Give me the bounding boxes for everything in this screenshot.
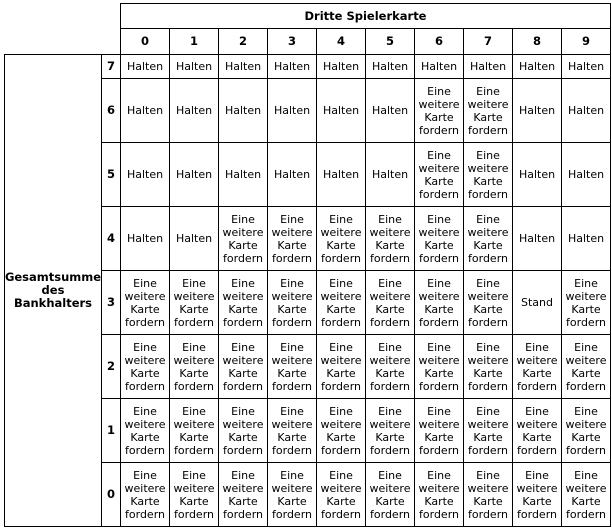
row-header-5 [102,143,120,206]
table-cell-text: Halten [224,168,262,181]
table-cell-text: Eine weitere Karte fordern [418,340,460,393]
column-header-8 [513,29,561,54]
table-cell-text: Eine weitere Karte fordern [369,404,411,457]
table-cell-text: Eine weitere Karte fordern [467,468,509,521]
row-header-6 [102,79,120,142]
row-group-header-lines [5,271,101,310]
table-cell-text: Halten [224,104,262,117]
table-cell-text: Halten [126,232,164,245]
column-header-9 [562,29,610,54]
row-header-2-text: 2 [106,359,115,373]
column-header-7 [464,29,512,54]
table-cell [415,207,463,270]
table-cell [415,79,463,142]
table-cell [317,399,365,462]
table-cell [121,143,169,206]
table-cell [170,207,218,270]
row-group-header-line: des [41,283,65,297]
table-cell [121,463,169,526]
table-cell-text: Stand [521,296,553,309]
table-cell [170,335,218,398]
table-cell-text: Eine weitere Karte fordern [173,404,215,457]
table-cell-text: Halten [371,104,409,117]
row-header-1-text: 1 [106,423,115,437]
table-cell [219,55,267,78]
table-cell [464,207,512,270]
table-cell-text: Halten [126,60,164,73]
column-group-header [121,4,610,28]
row-header-5-text: 5 [106,167,115,181]
table-cell [366,463,414,526]
table-cell [562,79,610,142]
table-cell [415,335,463,398]
table-cell-text: Eine weitere Karte fordern [516,468,558,521]
table-cell-text: Eine weitere Karte fordern [516,340,558,393]
table-cell-text: Eine weitere Karte fordern [222,340,264,393]
table-cell-text: Eine weitere Karte fordern [124,340,166,393]
column-header-0-text: 0 [140,34,149,48]
table-cell [268,55,316,78]
table-cell [268,335,316,398]
row-header-0 [102,463,120,526]
table-cell [317,207,365,270]
table-cell [219,335,267,398]
table-cell [464,463,512,526]
table-cell [121,79,169,142]
column-header-5 [366,29,414,54]
table-cell [170,399,218,462]
table-cell [513,463,561,526]
table-cell [121,335,169,398]
table-cell [464,399,512,462]
table-cell [562,463,610,526]
table-cell-text: Eine weitere Karte fordern [565,468,607,521]
table-cell [268,399,316,462]
table-cell [366,143,414,206]
table-cell-text: Eine weitere Karte fordern [271,212,313,265]
table-cell [415,271,463,334]
column-header-1 [170,29,218,54]
table-cell-text: Eine weitere Karte fordern [271,340,313,393]
table-cell-text: Eine weitere Karte fordern [369,276,411,329]
table-cell [317,335,365,398]
table-cell-text: Eine weitere Karte fordern [271,404,313,457]
table-cell [464,143,512,206]
table-cell-text: Eine weitere Karte fordern [418,148,460,201]
table-cell-text: Halten [224,60,262,73]
table-cell [415,463,463,526]
table-cell-text: Halten [126,168,164,181]
table-cell-text: Halten [567,232,605,245]
table-cell [513,271,561,334]
table-cell [464,271,512,334]
row-header-2 [102,335,120,398]
table-cell-text: Halten [518,232,556,245]
column-header-8-text: 8 [532,34,541,48]
table-cell-text: Halten [420,60,458,73]
table-cell-text: Eine weitere Karte fordern [222,212,264,265]
table-cell [268,79,316,142]
table-cell-text: Eine weitere Karte fordern [173,340,215,393]
table-cell-text: Eine weitere Karte fordern [418,84,460,137]
row-group-header-line: Bankhalters [13,296,93,310]
table-cell-text: Halten [175,168,213,181]
row-header-7-text: 7 [106,59,115,73]
table-cell [366,271,414,334]
column-header-1-text: 1 [189,34,198,48]
table-cell [317,55,365,78]
table-cell-text: Eine weitere Karte fordern [124,404,166,457]
column-header-3 [268,29,316,54]
column-header-4 [317,29,365,54]
table-cell [170,463,218,526]
table-cell [562,55,610,78]
table-cell-text: Eine weitere Karte fordern [467,84,509,137]
table-cell [562,207,610,270]
table-cell-text: Halten [518,104,556,117]
table-cell [513,143,561,206]
table-cell-text: Eine weitere Karte fordern [173,468,215,521]
table-cell-text: Halten [371,168,409,181]
column-header-2-text: 2 [238,34,247,48]
table-cell-text: Eine weitere Karte fordern [467,148,509,201]
column-header-4-text: 4 [336,34,345,48]
column-header-9-text: 9 [581,34,590,48]
row-header-3-text: 3 [106,295,115,309]
table-cell [170,143,218,206]
table-cell [366,335,414,398]
table-cell-text: Eine weitere Karte fordern [369,468,411,521]
table-cell-text: Halten [273,168,311,181]
table-cell [366,55,414,78]
table-cell-text: Eine weitere Karte fordern [369,212,411,265]
table-cell [464,79,512,142]
table-cell-text: Eine weitere Karte fordern [320,468,362,521]
table-cell-text: Eine weitere Karte fordern [418,468,460,521]
table-cell [121,271,169,334]
table-cell [121,207,169,270]
table-cell-text: Halten [518,60,556,73]
table-cell-text: Eine weitere Karte fordern [222,468,264,521]
column-header-3-text: 3 [287,34,296,48]
table-cell-text: Eine weitere Karte fordern [320,276,362,329]
table-cell [170,79,218,142]
row-header-3 [102,271,120,334]
row-group-header [5,55,101,526]
table-cell [317,463,365,526]
table-cell [121,55,169,78]
table-cell [268,207,316,270]
table-cell-text: Eine weitere Karte fordern [124,468,166,521]
table-cell-text: Eine weitere Karte fordern [320,404,362,457]
row-header-7 [102,55,120,78]
table-cell [562,143,610,206]
table-cell-text: Eine weitere Karte fordern [124,276,166,329]
table-cell-text: Eine weitere Karte fordern [565,276,607,329]
column-header-0 [121,29,169,54]
table-cell [513,399,561,462]
table-cell-text: Eine weitere Karte fordern [271,468,313,521]
table-cell [219,463,267,526]
table-cell [317,79,365,142]
table-cell-text: Halten [322,168,360,181]
table-cell-text: Halten [175,104,213,117]
table-cell [366,399,414,462]
table-cell-text: Halten [322,104,360,117]
column-header-6-text: 6 [434,34,443,48]
row-header-1 [102,399,120,462]
column-header-5-text: 5 [385,34,394,48]
table-cell [170,55,218,78]
table-cell [219,207,267,270]
table-cell-text: Halten [273,104,311,117]
table-cell [268,143,316,206]
table-cell [513,79,561,142]
table-cell-text: Halten [469,60,507,73]
table-cell [513,55,561,78]
column-header-7-text: 7 [483,34,492,48]
table-cell [317,271,365,334]
table-cell [513,335,561,398]
table-cell [464,335,512,398]
table-cell-text: Eine weitere Karte fordern [173,276,215,329]
row-header-0-text: 0 [106,487,115,501]
table-cell [562,399,610,462]
table-cell [415,143,463,206]
table-cell-text: Halten [273,60,311,73]
table-cell-text: Eine weitere Karte fordern [565,404,607,457]
table-cell-text: Eine weitere Karte fordern [418,276,460,329]
table-cell-text: Eine weitere Karte fordern [565,340,607,393]
table-cell [268,271,316,334]
row-group-header-line: Gesamtsumme [4,270,102,284]
column-header-6 [415,29,463,54]
table-cell-text: Eine weitere Karte fordern [271,276,313,329]
table-cell-text: Eine weitere Karte fordern [467,276,509,329]
row-header-6-text: 6 [106,103,115,117]
table-cell [170,271,218,334]
table-cell [415,399,463,462]
table-cell [513,207,561,270]
table-cell-text: Eine weitere Karte fordern [222,276,264,329]
row-header-4 [102,207,120,270]
table-cell-text: Halten [322,60,360,73]
table-cell-text: Eine weitere Karte fordern [369,340,411,393]
table-cell-text: Eine weitere Karte fordern [467,340,509,393]
table-cell-text: Halten [175,232,213,245]
table-cell-text: Halten [567,168,605,181]
grid-line [4,526,611,527]
table-cell-text: Halten [371,60,409,73]
table-cell [219,271,267,334]
table-cell-text: Halten [567,104,605,117]
table-cell-text: Eine weitere Karte fordern [467,404,509,457]
table-cell-text: Halten [518,168,556,181]
table-cell-text: Eine weitere Karte fordern [467,212,509,265]
table-cell [317,143,365,206]
table-cell-text: Halten [175,60,213,73]
table-cell [268,463,316,526]
table-cell [562,271,610,334]
column-header-2 [219,29,267,54]
table-cell-text: Halten [126,104,164,117]
table-cell-text: Eine weitere Karte fordern [516,404,558,457]
table-cell-text: Eine weitere Karte fordern [222,404,264,457]
table-cell-text: Eine weitere Karte fordern [418,404,460,457]
table-cell-text: Halten [567,60,605,73]
table-cell-text: Eine weitere Karte fordern [320,340,362,393]
table-cell [366,79,414,142]
table-cell [464,55,512,78]
table-cell [121,399,169,462]
table-cell [219,143,267,206]
table-cell [366,207,414,270]
table-cell [219,79,267,142]
table-cell [415,55,463,78]
table-cell [562,335,610,398]
column-group-header-text: Dritte Spielerkarte [304,8,427,23]
row-header-4-text: 4 [106,231,115,245]
table-cell-text: Eine weitere Karte fordern [418,212,460,265]
table-cell [219,399,267,462]
table-cell-text: Eine weitere Karte fordern [320,212,362,265]
